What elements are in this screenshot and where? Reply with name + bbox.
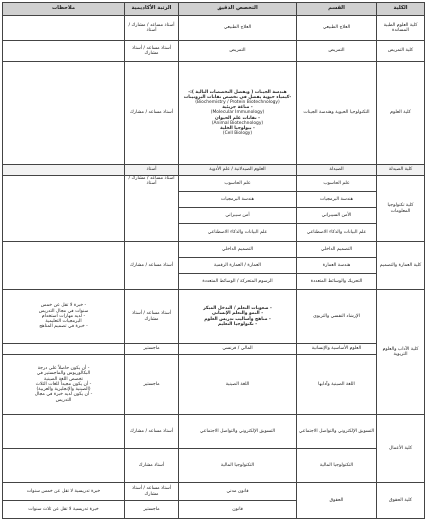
cell-rank: أستاذ مساعد / مشارك <box>125 62 179 165</box>
cell-rank: أستاذ مساعد / مشارك / أستاذ <box>125 16 179 41</box>
cell-rank: أستاذ مساعد / أستاذ مشارك <box>125 41 179 62</box>
table-row <box>3 16 425 41</box>
cell-spec: هندسة البرمجيات <box>179 192 297 208</box>
header-spec: التخصص الدقيق <box>179 3 297 16</box>
table-row <box>3 483 425 501</box>
cell-spec: العلوم الصيدلانية / علم الأدوية <box>179 165 297 176</box>
cell-college: كلية التمريض <box>377 41 425 62</box>
spec-item-sub: (Animal Biotechnology) <box>211 120 264 126</box>
cell-spec: المالي / فرنسي <box>179 344 297 355</box>
header-rank: الرتبة الأكاديمية <box>125 3 179 16</box>
note-line: البرمجيات التعليمية <box>45 319 82 325</box>
cell-rank: ماجستير <box>125 501 179 519</box>
header-notes: ملاحظات <box>3 3 125 16</box>
cell-dept: الحقوق <box>297 483 377 519</box>
cell-rank: أستاذ مساعد / مشارك / أستاذ <box>125 176 179 242</box>
cell-dept: التكنولوجيا المالية <box>297 449 377 483</box>
table-row <box>3 62 425 165</box>
table-row <box>3 449 425 483</box>
note-line: البكالوريوس والماجستير في <box>36 371 91 377</box>
table-header-row <box>3 3 425 16</box>
spec-item: - تكنولوجيا التعليم <box>217 321 258 327</box>
spec-item: - النمو والتعلم الإنساني <box>211 311 264 317</box>
table-row <box>3 344 425 355</box>
cell-dept: الأمن السيبراني <box>297 208 377 224</box>
cell-rank: ماجستير <box>125 355 179 415</box>
cell-notes <box>3 176 125 242</box>
cell-notes <box>3 41 125 62</box>
cell-college: كلية الصيدلة <box>377 165 425 176</box>
cell-dept: علم الحاسوب <box>297 176 377 192</box>
cell-notes: خبرة تدريسية لا تقل عن خمس سنوات <box>3 483 125 501</box>
cell-spec: التكنولوجيا المالية <box>179 449 297 483</box>
cell-dept: التسويق الإلكتروني والتواصل الاجتماعي <box>297 415 377 449</box>
note-line: - خبرة في تصميم المناهج <box>39 324 88 330</box>
cell-dept: العلاج الطبيعي <box>297 16 377 41</box>
note-line: (الصينية والإنجليزية والعربية) <box>36 387 91 393</box>
cell-notes <box>3 16 125 41</box>
cell-rank: أستاذ <box>125 165 179 176</box>
vacancies-table <box>2 2 425 519</box>
cell-dept: التحريك والوسائط المتعددة <box>297 274 377 290</box>
table-row <box>3 176 425 192</box>
cell-college: كلية تكنولوجيا المعلومات <box>377 176 425 242</box>
cell-rank: ماجستير <box>125 344 179 355</box>
cell-dept: علم البيانات والذكاء الاصطناعي <box>297 224 377 242</box>
cell-dept: الصيدلة <box>297 165 377 176</box>
cell-college: كلية الأعمال <box>377 415 425 483</box>
note-line: - أن يكون لديه خبرة في مجال <box>34 392 93 398</box>
cell-spec: التصميم الداخلي <box>179 242 297 258</box>
spec-item-sub: (Cell Biology) <box>222 130 253 136</box>
cell-dept: التمريض <box>297 41 377 62</box>
cell-spec: العلاج الطبيعي <box>179 16 297 41</box>
spec-item: - تقانات علم الحيوان <box>215 115 260 121</box>
cell-dept: التصميم الداخلي <box>297 242 377 258</box>
header-college: الكلية <box>377 3 425 16</box>
cell-rank: أستاذ مشارك <box>125 449 179 483</box>
table-row <box>3 41 425 62</box>
cell-spec: قانون <box>179 501 297 519</box>
spec-item: -كيمياء حيوية يفضل في تخصص تقانات البروتينات <box>183 95 292 101</box>
cell-spec: علم الحاسوب <box>179 176 297 192</box>
note-line: تخصص اللغة الصينية <box>44 376 83 382</box>
cell-spec: أمن سيبراني <box>179 208 297 224</box>
spec-item-sub: (Molecular Immunology) <box>210 110 265 116</box>
cell-spec-list <box>179 290 297 344</box>
cell-notes <box>3 62 125 165</box>
cell-dept: هندسة العمارة <box>297 258 377 274</box>
spec-item: - مناهج وأساليب تدريس العلوم <box>204 316 271 322</box>
table-row <box>3 242 425 258</box>
cell-college: كلية الآداب والعلوم التربوية <box>377 290 425 415</box>
cell-notes-list <box>3 290 125 344</box>
cell-dept: اللغة الصينية وآدابها <box>297 355 377 415</box>
cell-spec: علم البيانات والذكاء الاصطناعي <box>179 224 297 242</box>
cell-college: كلية العمارة والتصميم <box>377 242 425 290</box>
cell-college: كلية العلوم الطبية المساندة <box>377 16 425 41</box>
note-line: - أن يكون مجيداً للغات الثلاث <box>35 381 92 387</box>
cell-spec: اللغة الصينية <box>179 355 297 415</box>
header-dept: القسم <box>297 3 377 16</box>
cell-dept: هندسة البرمجيات <box>297 192 377 208</box>
cell-notes <box>3 165 125 176</box>
cell-dept: الإرشاد النفسي والتربوي <box>297 290 377 344</box>
cell-rank: أستاذ مساعد / أستاذ مشارك <box>125 483 179 501</box>
note-line: - خبرة لا تقل عن خمس <box>40 303 87 309</box>
cell-rank: أستاذ مساعد / مشارك <box>125 242 179 290</box>
note-line: سنوات في مجال التدريس <box>38 308 89 314</box>
cell-spec: الرسوم المتحركة / الوسائط المتعددة <box>179 274 297 290</box>
cell-college: كلية الحقوق <box>377 483 425 519</box>
note-line: - أن يكون حاصلاً على درجة <box>37 366 90 372</box>
spec-item-sub: (Biochemistry / Protein Biotechnology) <box>195 100 280 106</box>
cell-notes: خبرة تدريسية لا تقل عن ثلاث سنوات <box>3 501 125 519</box>
cell-spec-list <box>179 62 297 165</box>
cell-notes-list <box>3 355 125 415</box>
cell-spec: التمريض <box>179 41 297 62</box>
table-row <box>3 165 425 176</box>
cell-college: كلية العلوم <box>377 62 425 165</box>
spec-item: - صعوبات التعلم / التدخل المبكر <box>203 306 272 312</box>
note-line: التدريس <box>55 397 72 403</box>
cell-dept: التكنولوجيا الحيوية وهندسة الجينات <box>297 62 377 165</box>
cell-spec: قانون مدني <box>179 483 297 501</box>
cell-notes <box>3 415 125 449</box>
cell-dept: العلوم الأساسية والإنسانية <box>297 344 377 355</box>
cell-notes <box>3 242 125 290</box>
cell-spec: التسويق الإلكتروني والتواصل الاجتماعي <box>179 415 297 449</box>
table-row <box>3 415 425 449</box>
spec-item: - بيولوجيا الخلية <box>220 125 255 131</box>
table-row <box>3 290 425 344</box>
cell-spec: العمارة / العمارة الرقمية <box>179 258 297 274</box>
note-line: - لديه مهارات استخدام <box>41 313 86 319</box>
cell-rank: أستاذ مساعد / أستاذ مشارك <box>125 290 179 344</box>
spec-item: - مناعة جزيئية <box>222 105 253 111</box>
cell-notes <box>3 344 125 355</box>
spec-heading: هندسة الجينات ( ويفضل التخصصات التالية ):- <box>188 90 287 96</box>
cell-notes <box>3 449 125 483</box>
cell-rank: أستاذ مساعد / مشارك <box>125 415 179 449</box>
table-row <box>3 355 425 415</box>
